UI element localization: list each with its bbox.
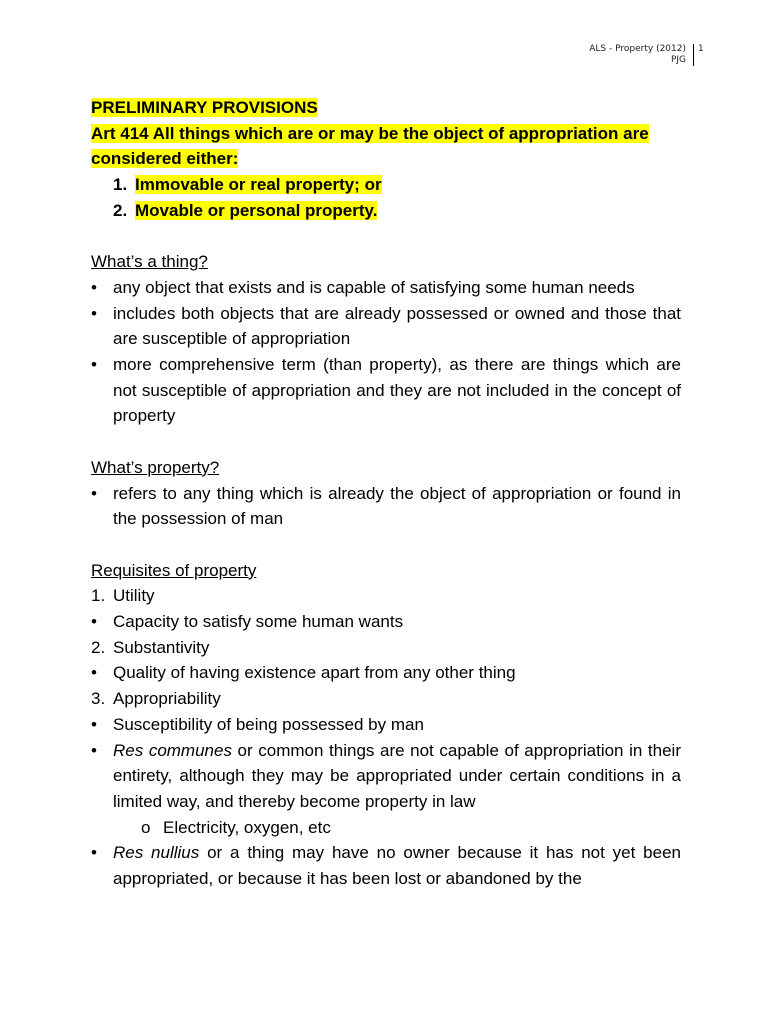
list-item (91, 198, 681, 224)
res-nullius-term: Res nullius (113, 843, 200, 863)
res-communes-item: • Res communes or common things are not capable of appropriation in their entirety, although they may be appropriated under certain conditions in a limited way, and thereby become property in law (91, 738, 681, 815)
bullet-item: • includes both objects that are already possessed or owned and those that are susceptible of appropriation (91, 301, 681, 352)
article-414-line2: considered either: (91, 149, 239, 169)
bullet-item: • any object that exists and is capable of satisfying some human needs (91, 275, 681, 301)
bullet-item: • Susceptibility of being possessed by man (91, 712, 681, 738)
page-header (589, 44, 694, 66)
preliminary-section (91, 95, 681, 224)
property-heading: What’s property? (91, 457, 220, 477)
requisite-item: 2. Substantivity (91, 637, 210, 657)
page-number: 1 (698, 44, 704, 54)
requisite-item: 3. Appropriability (91, 689, 221, 709)
res-communes-term: Res communes (113, 740, 232, 760)
item-number: 2. (113, 200, 128, 220)
bullet-item: • Capacity to satisfy some human wants (91, 609, 681, 635)
header-author: PJG (670, 55, 686, 65)
bullet-item: • more comprehensive term (than property), as there are things which are not susceptible of appropriation and they are not included in the concept of property (91, 352, 681, 429)
preliminary-heading: PRELIMINARY PROVISIONS (91, 98, 318, 117)
property-classification-list (91, 172, 681, 223)
res-nullius-item: • Res nullius or a thing may have no owner because it has not yet been appropriated, or because it has been lost or abandoned by the (91, 840, 681, 891)
requisites-section (91, 558, 681, 892)
thing-section (91, 249, 681, 429)
requisite-item: 1. Utility (91, 586, 155, 606)
requisites-heading: Requisites of property (91, 560, 257, 580)
sub-bullet: o Electricity, oxygen, etc (141, 817, 331, 837)
item-text: Movable or personal property. (135, 200, 378, 220)
bullet-item: • Quality of having existence apart from any other thing (91, 660, 681, 686)
article-414-line1: Art 414 All things which are or may be the object of appropriation are (91, 123, 649, 143)
property-section (91, 455, 681, 532)
bullet-item: • refers to any thing which is already the object of appropriation or found in the possession of man (91, 481, 681, 532)
thing-heading: What’s a thing? (91, 252, 208, 272)
document-body (91, 95, 681, 892)
item-text: Immovable or real property; or (135, 175, 382, 195)
item-number: 1. (113, 175, 128, 195)
header-title: ALS - Property (2012) (589, 44, 686, 54)
list-item (91, 172, 681, 198)
